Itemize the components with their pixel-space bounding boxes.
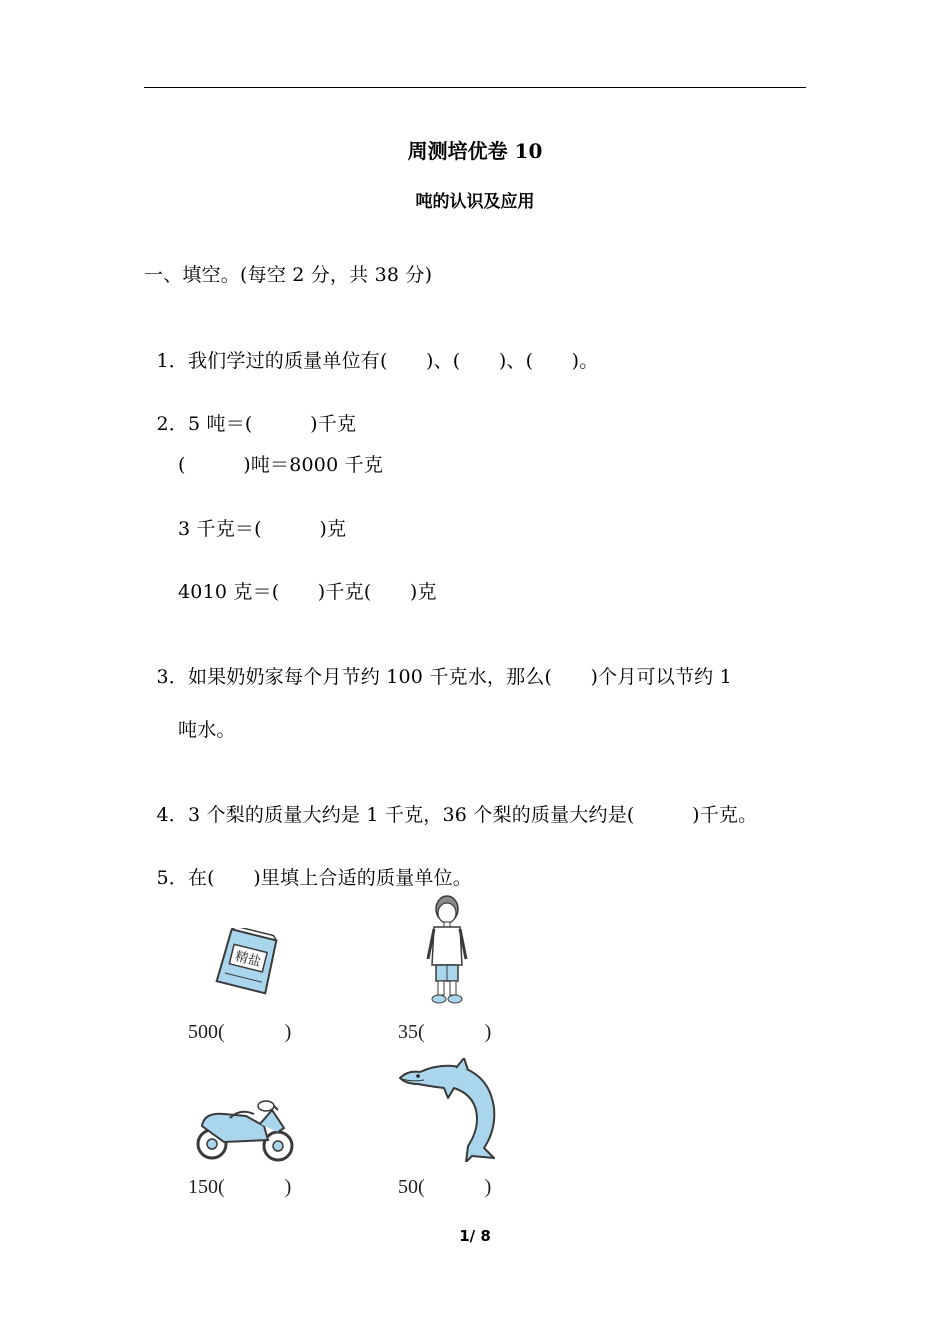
question-2-line-4: 4010 克＝( )千克( )克 — [178, 581, 437, 603]
question-2 — [144, 387, 356, 436]
question-number: 4． — [156, 804, 188, 826]
caption-boy: 35( ) — [398, 1021, 492, 1043]
caption-dolphin: 50( ) — [398, 1176, 492, 1198]
question-text: 5 吨＝( )千克 — [187, 413, 357, 435]
boy-icon — [424, 893, 470, 1005]
motorcycle-icon — [194, 1096, 298, 1166]
question-1 — [144, 324, 598, 373]
salt-bag-icon — [214, 928, 280, 998]
question-3 — [144, 640, 732, 689]
question-number: 3． — [156, 666, 188, 688]
question-4 — [144, 778, 757, 827]
question-3-line-2: 吨水。 — [178, 719, 236, 741]
question-2-line-3: 3 千克＝( )克 — [178, 518, 347, 540]
dolphin-icon — [398, 1058, 502, 1162]
page-title: 周测培优卷 10 — [407, 139, 543, 163]
question-text: 在( )里填上合适的质量单位。 — [187, 867, 473, 889]
section-heading: 一、填空。(每空 2 分，共 38 分) — [144, 264, 433, 286]
question-2-line-2: ( )吨＝8000 千克 — [178, 454, 384, 476]
caption-motorcycle: 150( ) — [188, 1176, 292, 1198]
question-text: 我们学过的质量单位有( )、( )、( )。 — [187, 350, 599, 372]
question-text: 如果奶奶家每个月节约 100 千克水，那么( )个月可以节约 1 — [187, 666, 732, 688]
question-text: 3 个梨的质量大约是 1 千克，36 个梨的质量大约是( )千克。 — [187, 804, 758, 826]
salt-bag-label: 精盐 — [233, 949, 263, 971]
question-number: 5． — [156, 867, 188, 889]
page-number: 1/ 8 — [459, 1227, 491, 1245]
question-5 — [144, 841, 472, 890]
page-subtitle: 吨的认识及应用 — [415, 192, 535, 212]
header-rule — [144, 87, 806, 88]
question-number: 2． — [156, 413, 188, 435]
caption-salt: 500( ) — [188, 1021, 292, 1043]
question-number: 1． — [156, 350, 188, 372]
